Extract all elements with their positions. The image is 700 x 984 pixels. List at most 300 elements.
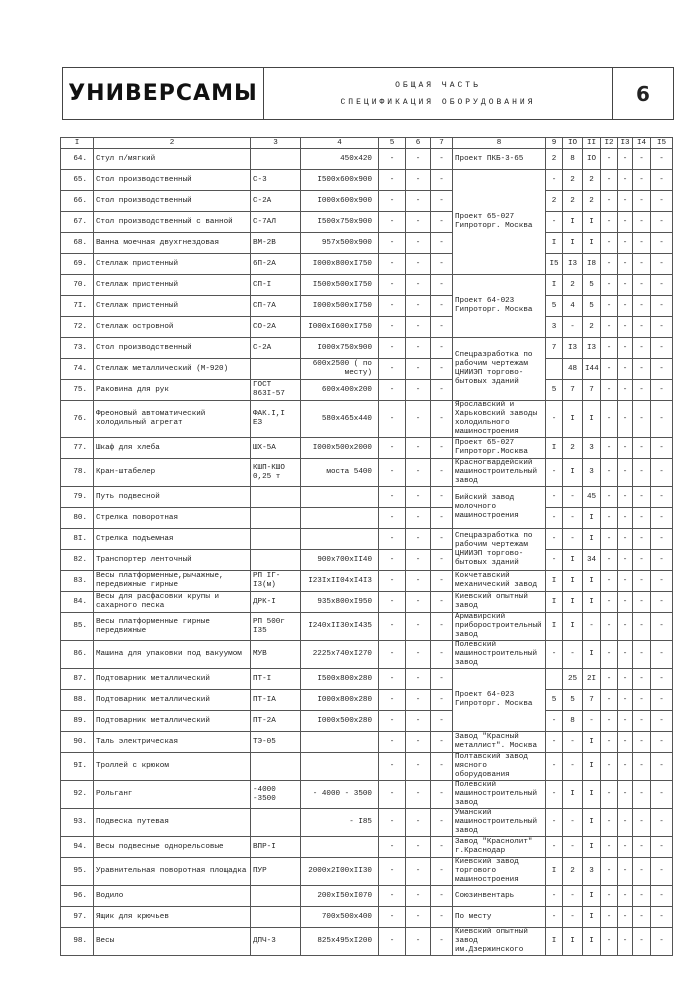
count-cell: I <box>546 571 563 592</box>
qty-cell: - <box>431 212 453 233</box>
qty-cell: - <box>406 438 431 459</box>
table-row <box>61 592 673 613</box>
qty-cell: - <box>431 886 453 907</box>
item-dimensions <box>301 508 379 529</box>
count-cell: - <box>618 732 633 753</box>
table-row <box>61 753 673 781</box>
count-cell: 7 <box>583 690 601 711</box>
count-cell: I <box>583 212 601 233</box>
row-number: 70. <box>61 275 94 296</box>
item-dimensions: 900x700xII40 <box>301 550 379 571</box>
count-cell: - <box>651 438 673 459</box>
count-cell: - <box>633 296 651 317</box>
count-cell: - <box>601 191 618 212</box>
item-name: Стол производственный <box>94 170 251 191</box>
count-cell: - <box>633 212 651 233</box>
count-cell: - <box>563 529 583 550</box>
count-cell: - <box>651 459 673 487</box>
count-cell: - <box>633 550 651 571</box>
qty-cell: - <box>431 928 453 956</box>
qty-cell: - <box>406 571 431 592</box>
count-cell: - <box>546 886 563 907</box>
count-cell: - <box>633 191 651 212</box>
row-number: 84. <box>61 592 94 613</box>
count-cell: 7 <box>583 380 601 401</box>
table-row <box>61 928 673 956</box>
count-cell: - <box>546 641 563 669</box>
column-header: 3 <box>251 138 301 149</box>
count-cell: - <box>546 401 563 438</box>
count-cell: - <box>601 338 618 359</box>
qty-cell: - <box>379 669 406 690</box>
row-number: 87. <box>61 669 94 690</box>
count-cell: 5 <box>563 690 583 711</box>
count-cell: - <box>618 928 633 956</box>
count-cell: I <box>583 233 601 254</box>
column-header: II <box>583 138 601 149</box>
row-number: 85. <box>61 613 94 641</box>
qty-cell: - <box>406 317 431 338</box>
source-cell: Полтавский завод мясного оборудования <box>453 753 546 781</box>
count-cell: - <box>651 401 673 438</box>
count-cell: I <box>583 508 601 529</box>
qty-cell: - <box>406 858 431 886</box>
count-cell: I <box>583 732 601 753</box>
item-type <box>251 508 301 529</box>
item-type: С-2А <box>251 191 301 212</box>
source-cell: Полевский машиностроительный завод <box>453 781 546 809</box>
count-cell: - <box>601 212 618 233</box>
item-type: ПТ-IА <box>251 690 301 711</box>
item-dimensions: 450x420 <box>301 149 379 170</box>
qty-cell: - <box>431 380 453 401</box>
item-dimensions: I500x500xI750 <box>301 275 379 296</box>
count-cell: - <box>546 529 563 550</box>
count-cell: - <box>601 438 618 459</box>
count-cell: - <box>618 317 633 338</box>
item-type <box>251 809 301 837</box>
qty-cell: - <box>406 380 431 401</box>
count-cell: - <box>618 296 633 317</box>
count-cell: 5 <box>583 296 601 317</box>
item-name: Путь подвесной <box>94 487 251 508</box>
row-number: 88. <box>61 690 94 711</box>
column-header: 8 <box>453 138 546 149</box>
qty-cell: - <box>431 529 453 550</box>
table-row <box>61 459 673 487</box>
qty-cell: - <box>431 508 453 529</box>
table-row <box>61 149 673 170</box>
count-cell: I <box>583 753 601 781</box>
count-cell: - <box>546 170 563 191</box>
count-cell: - <box>618 359 633 380</box>
count-cell: - <box>651 886 673 907</box>
count-cell: - <box>583 711 601 732</box>
count-cell: - <box>601 669 618 690</box>
row-number: 80. <box>61 508 94 529</box>
count-cell: - <box>618 459 633 487</box>
qty-cell: - <box>379 753 406 781</box>
count-cell: I <box>546 438 563 459</box>
qty-cell: - <box>431 858 453 886</box>
item-dimensions: 2225x740xI270 <box>301 641 379 669</box>
count-cell: - <box>601 781 618 809</box>
item-type: ТЭ-05 <box>251 732 301 753</box>
source-cell: Завод "Красный металлист". Москва <box>453 732 546 753</box>
count-cell: 7 <box>563 380 583 401</box>
item-type: ПУР <box>251 858 301 886</box>
count-cell: - <box>546 508 563 529</box>
qty-cell: - <box>431 669 453 690</box>
count-cell: - <box>651 487 673 508</box>
qty-cell: - <box>379 571 406 592</box>
source-cell: Проект 64-023 Гипроторг. Москва <box>453 275 546 338</box>
source-cell: По месту <box>453 907 546 928</box>
qty-cell: - <box>379 508 406 529</box>
qty-cell: - <box>406 711 431 732</box>
row-number: 9I. <box>61 753 94 781</box>
qty-cell: - <box>431 837 453 858</box>
count-cell: - <box>618 886 633 907</box>
source-cell: Армавирский приборостроительный завод <box>453 613 546 641</box>
count-cell: - <box>633 359 651 380</box>
count-cell: - <box>601 886 618 907</box>
item-name: Ванна моечная двухгнездовая <box>94 233 251 254</box>
item-dimensions: I000x750x900 <box>301 338 379 359</box>
count-cell: - <box>563 641 583 669</box>
item-type: ГОСТ 863I-57 <box>251 380 301 401</box>
count-cell: - <box>601 275 618 296</box>
item-name: Весы подвесные однорельсовые <box>94 837 251 858</box>
source-cell: Проект 65-027 Гипроторг. Москва <box>453 170 546 275</box>
count-cell: - <box>618 907 633 928</box>
count-cell: I <box>563 401 583 438</box>
item-dimensions: I000x500xI750 <box>301 296 379 317</box>
item-name: Стул п/мягкий <box>94 149 251 170</box>
qty-cell: - <box>406 275 431 296</box>
count-cell: - <box>651 212 673 233</box>
qty-cell: - <box>431 149 453 170</box>
item-name: Троллей с крюком <box>94 753 251 781</box>
count-cell: 3 <box>583 858 601 886</box>
count-cell: - <box>601 732 618 753</box>
count-cell: I <box>583 641 601 669</box>
count-cell: 2 <box>583 170 601 191</box>
item-type: С-3 <box>251 170 301 191</box>
count-cell: - <box>651 571 673 592</box>
source-cell: Спецразработка по рабочим чертежам ЦНИИЭП торгово-бытовых зданий <box>453 529 546 571</box>
count-cell: - <box>633 529 651 550</box>
item-dimensions: I000x500x2000 <box>301 438 379 459</box>
count-cell: - <box>633 438 651 459</box>
qty-cell: - <box>406 550 431 571</box>
qty-cell: - <box>406 191 431 212</box>
row-number: 93. <box>61 809 94 837</box>
count-cell: - <box>618 711 633 732</box>
count-cell: - <box>651 837 673 858</box>
qty-cell: - <box>406 641 431 669</box>
qty-cell: - <box>379 711 406 732</box>
qty-cell: - <box>431 613 453 641</box>
item-dimensions: 700x500x400 <box>301 907 379 928</box>
row-number: 65. <box>61 170 94 191</box>
count-cell: - <box>601 753 618 781</box>
count-cell: I <box>583 928 601 956</box>
qty-cell: - <box>379 254 406 275</box>
count-cell: I5 <box>546 254 563 275</box>
qty-cell: - <box>379 380 406 401</box>
count-cell: I <box>546 858 563 886</box>
item-name: Фреоновый автоматический холодильный агрегат <box>94 401 251 438</box>
qty-cell: - <box>406 928 431 956</box>
qty-cell: - <box>379 613 406 641</box>
qty-cell: - <box>379 732 406 753</box>
count-cell: - <box>633 254 651 275</box>
item-dimensions: I000x800x280 <box>301 690 379 711</box>
qty-cell: - <box>431 809 453 837</box>
qty-cell: - <box>379 401 406 438</box>
row-number: 79. <box>61 487 94 508</box>
item-name: Весы платформенные гирные передвижные <box>94 613 251 641</box>
count-cell: - <box>651 928 673 956</box>
count-cell: - <box>618 613 633 641</box>
item-dimensions: 2000x2I00xII30 <box>301 858 379 886</box>
qty-cell: - <box>431 296 453 317</box>
count-cell: I <box>546 613 563 641</box>
row-number: 82. <box>61 550 94 571</box>
qty-cell: - <box>379 438 406 459</box>
count-cell: - <box>618 254 633 275</box>
source-cell: Уманский машиностроительный завод <box>453 809 546 837</box>
qty-cell: - <box>406 459 431 487</box>
count-cell: - <box>618 149 633 170</box>
table-row <box>61 438 673 459</box>
count-cell: - <box>651 711 673 732</box>
item-type: С-7АЛ <box>251 212 301 233</box>
count-cell: - <box>618 233 633 254</box>
count-cell: - <box>583 613 601 641</box>
item-type <box>251 550 301 571</box>
qty-cell: - <box>406 233 431 254</box>
count-cell: - <box>618 170 633 191</box>
item-dimensions: 957x500x900 <box>301 233 379 254</box>
qty-cell: - <box>431 690 453 711</box>
row-number: 64. <box>61 149 94 170</box>
qty-cell: - <box>431 438 453 459</box>
row-number: 66. <box>61 191 94 212</box>
count-cell: - <box>633 732 651 753</box>
item-name: Стеллаж пристенный <box>94 275 251 296</box>
item-dimensions: 825x495xI200 <box>301 928 379 956</box>
qty-cell: - <box>431 592 453 613</box>
count-cell: 48 <box>563 359 583 380</box>
count-cell: I3 <box>563 254 583 275</box>
item-type: -4000 -3500 <box>251 781 301 809</box>
qty-cell: - <box>431 359 453 380</box>
source-cell: Проект 65-027 Гипроторг.Москва <box>453 438 546 459</box>
row-number: 7I. <box>61 296 94 317</box>
qty-cell: - <box>406 690 431 711</box>
count-cell: - <box>546 837 563 858</box>
item-name: Уравнительная поворотная площадка <box>94 858 251 886</box>
count-cell: - <box>618 380 633 401</box>
count-cell: - <box>618 550 633 571</box>
count-cell: - <box>618 781 633 809</box>
count-cell: 8 <box>563 711 583 732</box>
count-cell: - <box>651 149 673 170</box>
count-cell: - <box>618 212 633 233</box>
count-cell: I8 <box>583 254 601 275</box>
qty-cell: - <box>431 338 453 359</box>
count-cell: - <box>633 711 651 732</box>
qty-cell: - <box>379 212 406 233</box>
qty-cell: - <box>431 170 453 191</box>
count-cell: - <box>633 886 651 907</box>
page-number: 6 <box>636 81 650 106</box>
count-cell: I <box>583 571 601 592</box>
qty-cell: - <box>379 317 406 338</box>
count-cell: - <box>633 401 651 438</box>
table-row <box>61 886 673 907</box>
count-cell: - <box>651 296 673 317</box>
qty-cell: - <box>379 529 406 550</box>
table-row <box>61 170 673 191</box>
qty-cell: - <box>406 529 431 550</box>
count-cell: - <box>563 753 583 781</box>
count-cell: 5 <box>546 690 563 711</box>
item-name: Стеллаж пристенный <box>94 296 251 317</box>
count-cell: 2 <box>563 170 583 191</box>
count-cell: - <box>618 641 633 669</box>
count-cell: I <box>583 886 601 907</box>
count-cell: - <box>601 592 618 613</box>
source-cell: Кокчетавский механический завод <box>453 571 546 592</box>
table-row <box>61 858 673 886</box>
count-cell: 2 <box>563 438 583 459</box>
qty-cell: - <box>379 487 406 508</box>
item-type: ПТ-I <box>251 669 301 690</box>
item-type: МУВ <box>251 641 301 669</box>
table-row <box>61 317 673 338</box>
table-row <box>61 338 673 359</box>
count-cell: - <box>633 233 651 254</box>
table-row <box>61 254 673 275</box>
count-cell: - <box>563 907 583 928</box>
qty-cell: - <box>406 907 431 928</box>
table-row <box>61 212 673 233</box>
qty-cell: - <box>431 275 453 296</box>
count-cell: - <box>633 690 651 711</box>
qty-cell: - <box>379 690 406 711</box>
count-cell: - <box>546 459 563 487</box>
count-cell: I44 <box>583 359 601 380</box>
item-type: СО-2А <box>251 317 301 338</box>
count-cell: - <box>651 781 673 809</box>
item-dimensions: I240xII30xI435 <box>301 613 379 641</box>
column-header: 4 <box>301 138 379 149</box>
count-cell: - <box>546 487 563 508</box>
column-header: I3 <box>618 138 633 149</box>
item-type <box>251 529 301 550</box>
count-cell: - <box>633 571 651 592</box>
count-cell: - <box>601 809 618 837</box>
source-cell: Красногвардейский машиностроительный завод <box>453 459 546 487</box>
count-cell: - <box>618 529 633 550</box>
count-cell: - <box>618 275 633 296</box>
column-header-row <box>61 138 673 149</box>
table-row <box>61 508 673 529</box>
count-cell: I <box>583 401 601 438</box>
count-cell: - <box>601 928 618 956</box>
item-name: Стеллаж металлический (М-920) <box>94 359 251 380</box>
item-name: Подвеска путевая <box>94 809 251 837</box>
qty-cell: - <box>406 401 431 438</box>
item-name: Таль электрическая <box>94 732 251 753</box>
row-number: 86. <box>61 641 94 669</box>
count-cell: - <box>546 711 563 732</box>
row-number: 76. <box>61 401 94 438</box>
row-number: 96. <box>61 886 94 907</box>
count-cell: IO <box>583 149 601 170</box>
qty-cell: - <box>431 571 453 592</box>
count-cell: - <box>546 550 563 571</box>
qty-cell: - <box>379 858 406 886</box>
table-row <box>61 711 673 732</box>
count-cell: - <box>601 858 618 886</box>
count-cell: - <box>633 669 651 690</box>
count-cell: - <box>563 317 583 338</box>
item-dimensions: 200xI50xI070 <box>301 886 379 907</box>
count-cell: - <box>601 907 618 928</box>
row-number: 97. <box>61 907 94 928</box>
count-cell: - <box>618 690 633 711</box>
qty-cell: - <box>406 613 431 641</box>
table-row <box>61 641 673 669</box>
source-cell: Завод "Краснолит" г.Краснодар <box>453 837 546 858</box>
qty-cell: - <box>431 550 453 571</box>
item-name: Ящик для крючьев <box>94 907 251 928</box>
table-row <box>61 359 673 380</box>
item-dimensions: моста 5400 <box>301 459 379 487</box>
item-name: Стрелка поворотная <box>94 508 251 529</box>
table-row <box>61 669 673 690</box>
count-cell: - <box>601 254 618 275</box>
qty-cell: - <box>431 191 453 212</box>
qty-cell: - <box>406 886 431 907</box>
qty-cell: - <box>406 338 431 359</box>
item-type: РП IГ-I3(м) <box>251 571 301 592</box>
item-type <box>251 487 301 508</box>
qty-cell: - <box>431 233 453 254</box>
column-header: I2 <box>601 138 618 149</box>
count-cell: - <box>651 641 673 669</box>
qty-cell: - <box>379 550 406 571</box>
table-row <box>61 296 673 317</box>
count-cell: 2 <box>546 149 563 170</box>
count-cell: - <box>633 275 651 296</box>
count-cell: I <box>563 550 583 571</box>
count-cell: 5 <box>546 296 563 317</box>
count-cell: 5 <box>546 380 563 401</box>
item-type: ШХ-5А <box>251 438 301 459</box>
row-number: 78. <box>61 459 94 487</box>
count-cell: - <box>651 275 673 296</box>
source-cell: Полевский машиностроительный завод <box>453 641 546 669</box>
count-cell: - <box>618 669 633 690</box>
item-dimensions: I500x750x900 <box>301 212 379 233</box>
item-name: Стол производственный с ванной <box>94 212 251 233</box>
qty-cell: - <box>379 149 406 170</box>
